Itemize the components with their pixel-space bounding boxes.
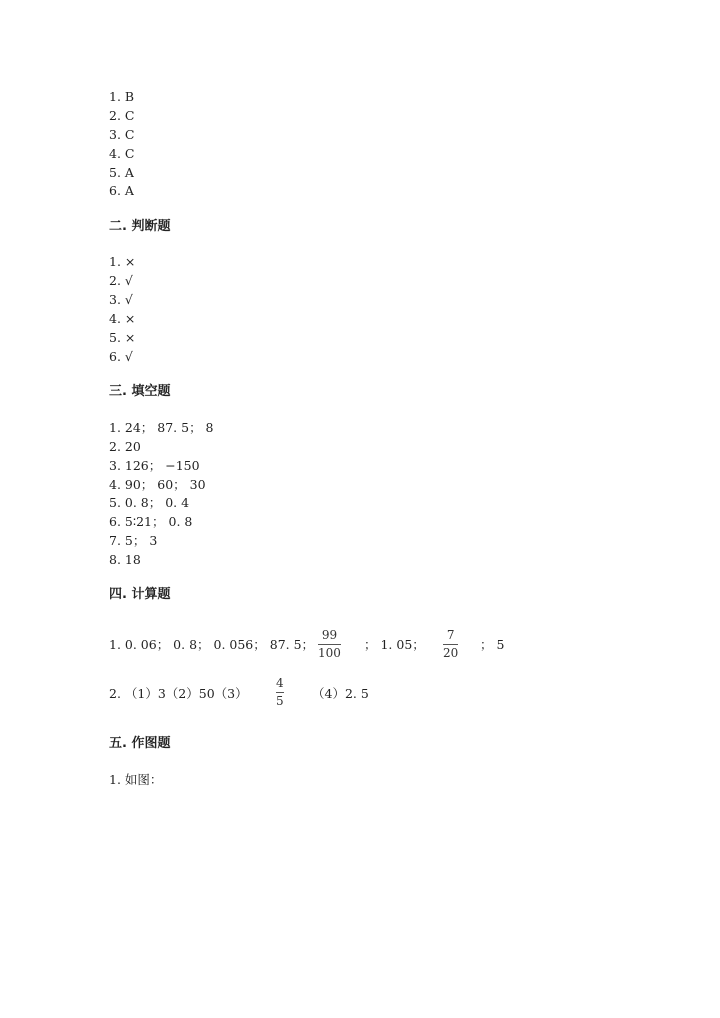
s1-answer-6: 6. A	[109, 183, 134, 198]
s2-answer-6: 6. √	[109, 349, 133, 364]
s4-q1-middle: ； 1. 05；	[364, 637, 425, 652]
s3-answer-3: 3. 126； −150	[109, 458, 200, 473]
section-4-title: 四. 计算题	[109, 587, 171, 602]
fraction-bar	[276, 692, 284, 693]
s1-answer-2: 2. C	[109, 108, 135, 123]
s2-answer-1: 1. ×	[109, 254, 136, 269]
s3-answer-6: 6. 5∶21； 0. 8	[109, 514, 193, 529]
s5-answer-1: 1. 如图：	[109, 772, 163, 787]
s3-answer-1: 1. 24； 87. 5； 8	[109, 420, 214, 435]
s2-answer-4: 4. ×	[109, 311, 136, 326]
fraction-bar	[318, 644, 341, 645]
fraction-7-20	[443, 628, 458, 661]
fraction-99-100	[318, 628, 341, 661]
s4-answer-2	[109, 676, 409, 712]
s1-answer-4: 4. C	[109, 146, 135, 161]
fraction-4-5	[276, 676, 284, 709]
fraction-numerator: 4	[276, 676, 284, 690]
section-2-title: 二. 判断题	[109, 219, 171, 234]
fraction-denominator: 5	[276, 694, 284, 708]
s4-q2-suffix: （4）2. 5	[312, 686, 369, 701]
s3-answer-5: 5. 0. 8； 0. 4	[109, 495, 190, 510]
s3-answer-2: 2. 20	[109, 439, 141, 454]
s1-answer-5: 5. A	[109, 165, 134, 180]
s3-answer-7: 7. 5； 3	[109, 533, 158, 548]
section-5-title: 五. 作图题	[109, 736, 171, 751]
s4-q1-prefix: 1. 0. 06； 0. 8； 0. 056； 87. 5；	[109, 637, 315, 652]
fraction-denominator: 20	[443, 646, 459, 660]
s2-answer-5: 5. ×	[109, 330, 136, 345]
s3-answer-4: 4. 90； 60； 30	[109, 477, 206, 492]
fraction-denominator: 100	[318, 646, 341, 660]
s1-answer-3: 3. C	[109, 127, 135, 142]
fraction-numerator: 7	[446, 628, 455, 642]
s2-answer-2: 2. √	[109, 273, 133, 288]
section-3-title: 三. 填空题	[109, 384, 171, 399]
fraction-numerator: 99	[321, 628, 338, 642]
s4-q2-prefix: 2. （1）3（2）50（3）	[109, 686, 248, 701]
s3-answer-8: 8. 18	[109, 552, 141, 567]
s1-answer-1: 1. B	[109, 89, 135, 104]
s4-q1-suffix: ； 5	[480, 637, 505, 652]
s2-answer-3: 3. √	[109, 292, 133, 307]
s4-answer-1	[109, 628, 529, 664]
fraction-bar	[443, 644, 458, 645]
